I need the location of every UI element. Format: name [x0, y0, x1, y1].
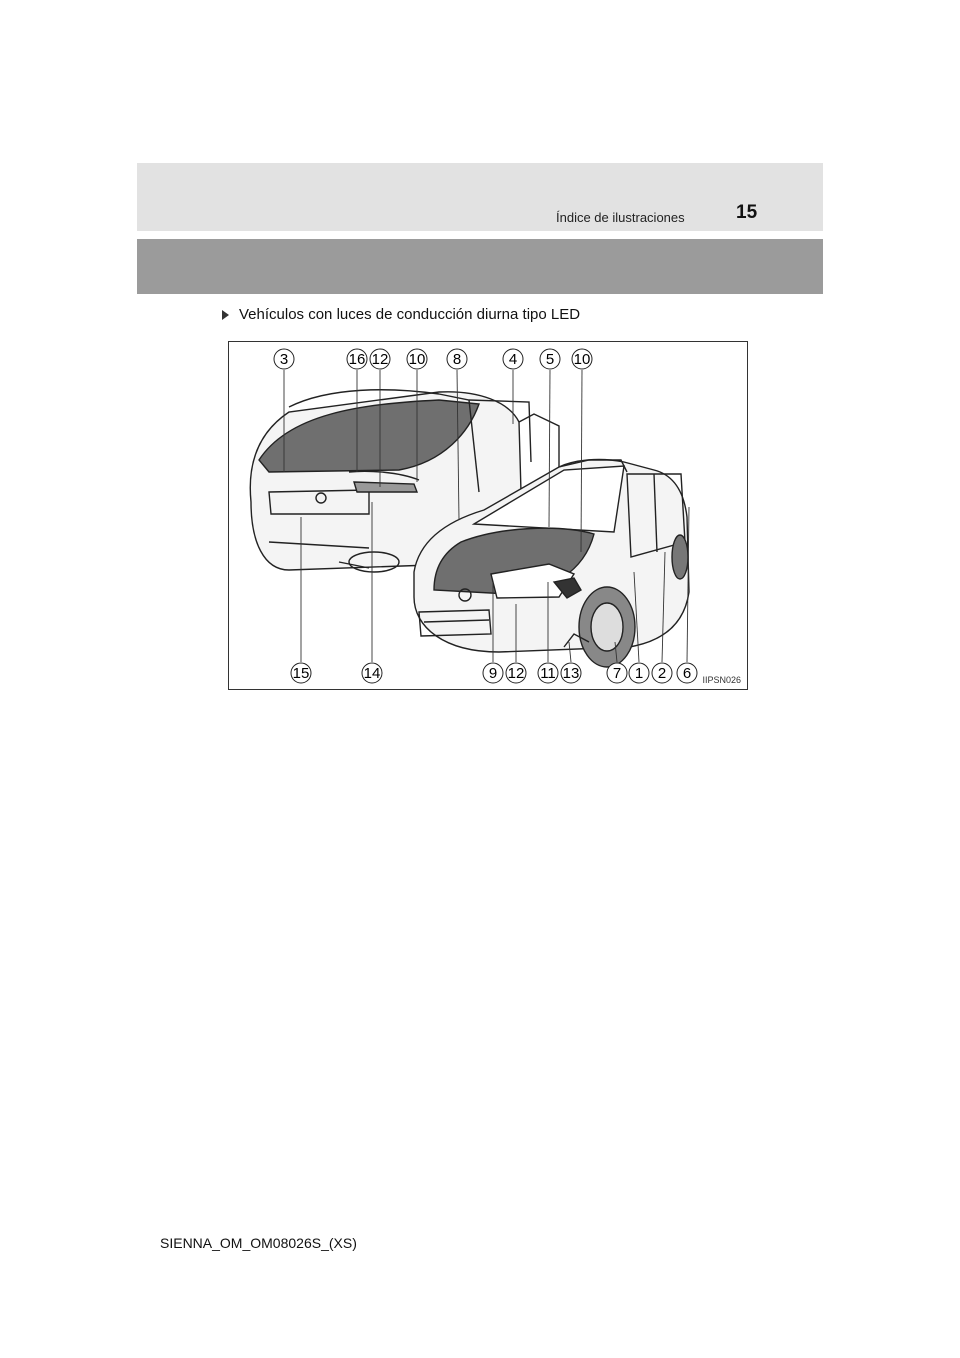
svg-text:10: 10: [408, 351, 426, 368]
header-band: [137, 163, 823, 231]
callout-4: [503, 349, 523, 369]
svg-text:1: 1: [634, 665, 644, 682]
callout-13: [561, 663, 581, 683]
callout-15: [291, 663, 311, 683]
callouts-bottom: [291, 663, 697, 683]
svg-text:16: 16: [348, 351, 366, 368]
bullet-text: Vehículos con luces de conducción diurna tipo LED: [239, 306, 581, 323]
vehicle-illustration: [228, 341, 748, 690]
vehicle-drawing: [229, 342, 749, 691]
callout-7: [607, 663, 627, 683]
callout-10: [407, 349, 427, 369]
callout-14: [362, 663, 382, 683]
callout-11: [538, 663, 558, 683]
callout-8: [447, 349, 467, 369]
callout-10-right: [572, 349, 592, 369]
callout-16: [347, 349, 367, 369]
svg-text:11: 11: [540, 665, 556, 682]
svg-text:2: 2: [657, 665, 667, 682]
svg-text:12: 12: [507, 665, 525, 682]
svg-text:7: 7: [612, 665, 622, 682]
section-title: Índice de ilustraciones: [556, 210, 685, 225]
callout-6: [677, 663, 697, 683]
callout-2: [652, 663, 672, 683]
svg-text:12: 12: [371, 351, 389, 368]
svg-text:6: 6: [682, 665, 692, 682]
svg-text:13: 13: [562, 665, 580, 682]
callout-1: [629, 663, 649, 683]
svg-text:15: 15: [292, 665, 310, 682]
callout-3: [274, 349, 294, 369]
bullet-line: [222, 306, 580, 323]
triangle-bullet-icon: [222, 310, 229, 320]
callouts-top: [274, 349, 592, 369]
svg-text:8: 8: [452, 351, 462, 368]
svg-text:4: 4: [508, 351, 518, 368]
svg-text:3: 3: [279, 351, 289, 368]
callout-9: [483, 663, 503, 683]
callout-12: [370, 349, 390, 369]
document-id: SIENNA_OM_OM08026S_(XS): [160, 1235, 357, 1251]
svg-text:9: 9: [488, 665, 498, 682]
svg-text:14: 14: [363, 665, 381, 682]
figure-code: IIPSN026: [702, 675, 741, 685]
section-banner: [137, 239, 823, 294]
svg-text:10: 10: [573, 351, 591, 368]
svg-text:5: 5: [545, 351, 555, 368]
page-number: 15: [736, 202, 758, 223]
callout-12-bottom: [506, 663, 526, 683]
callout-5: [540, 349, 560, 369]
